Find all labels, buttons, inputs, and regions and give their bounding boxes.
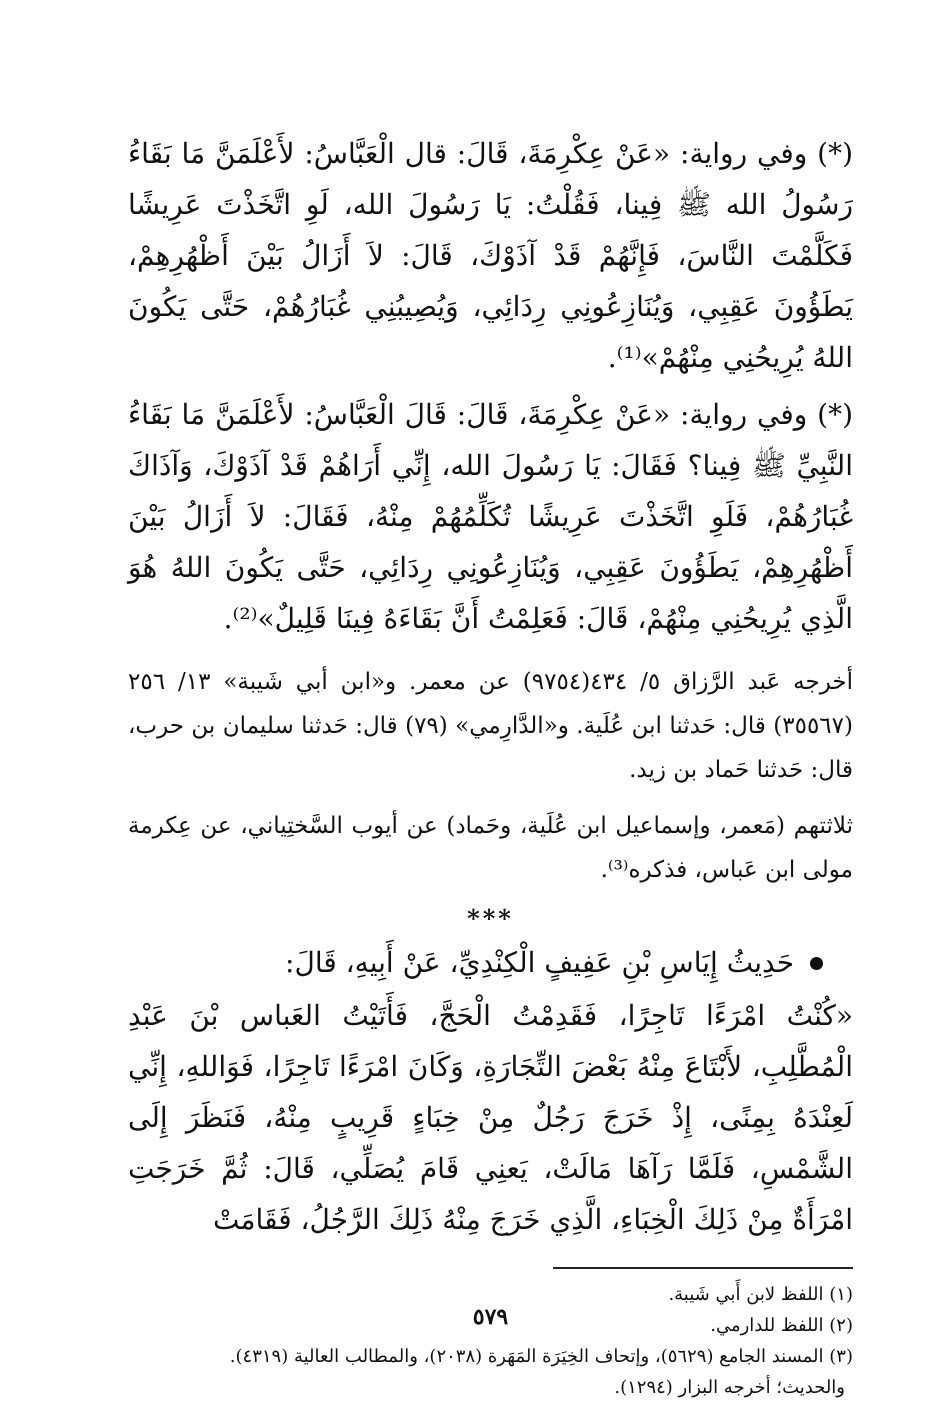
hadith-narration-2: (*) وفي رواية: «عَنْ عِكْرِمَةَ، قَالَ: قَالَ الْعَبَّاسُ: لأَعْلَمَنَّ مَا بَقَاءُ النَّبِيِّ ﷺ فِينا؟ فَقَالَ: يَا رَسُولَ الله، إِنِّي أَرَاهُمْ قَدْ آذَوْكَ، وَآذَاكَ غُبَارُهُمْ، فَلَوِ اتَّخَذْتَ عَرِيشًا تُكَلِّمُهُمْ مِنْهُ، فَقَالَ: لاَ أَزَالُ بَيْنَ أَظْهُرِهِمْ، يَطَؤُونَ عَقِبِي، وَيُنَازِعُونِي رِدَائِي، حَتَّى يَكُونَ اللهُ هُوَ الَّذِي يُرِيحُنِي مِنْهُمْ، قَالَ: فَعَلِمْتُ أَنَّ بَقَاءَهُ فِينَا قَلِيلٌ»⁽²⁾. [128,398,853,635]
hadith-text: «كُنْتُ امْرَءًا تَاجِرًا، فَقَدِمْتُ الْحَجَّ، فَأَتَيْتُ العَباس بْنَ عَبْدِ الْمُطَّلِبِ، لأَبْتَاعَ مِنْهُ بَعْضَ التِّجَارَةِ، وَكَانَ امْرَءًا تَاجِرًا، فَوَاللهِ، إِنِّي لَعِنْدَهُ بِمِنًى، إِذْ خَرَجَ رَجُلٌ مِنْ خِبَاءٍ قَرِيبٍ مِنْهُ، فَنَظَرَ إِلَى الشَّمْسِ، فَلَمَّا رَآهَا مَالَتْ، يَعنِي قَامَ يُصَلِّي، قَالَ: ثُمَّ خَرَجَتِ امْرَأَةٌ مِنْ ذَلِكَ الْخِبَاءِ، الَّذِي خَرَجَ مِنْهُ ذَلِكَ الرَّجُلُ، فَقَامَتْ [128,999,853,1236]
footnote-3-continued: والحديث؛ أخرجه البزار (١٢٩٤). [614,1377,845,1398]
footnote-2: (٢) اللفظ للدارمي. [710,1315,853,1336]
footnote-3: (٣) المسند الجامع (٥٦٢٩)، وإتحاف الخِيَرَة المَهَرة (٢٠٣٨)، والمطالب العالية (٤٣١٩). [229,1346,853,1367]
bullet-icon [810,957,823,970]
footnotes [128,1279,853,1403]
section-separator: *** [467,904,514,933]
footnote-1: (١) اللفظ لابن أَبي شَيبة. [668,1284,853,1305]
takhrij-paragraph-2: ثلاثتهم (مَعمر، وإسماعيل ابن عُلَية، وحَماد) عن أيوب السَّختِياني، عن عِكرمة مولى ابن عَباس، فذكره⁽³⁾. [128,813,853,883]
page-number: ٥٧٩ [472,1304,509,1330]
section-heading [128,940,823,986]
footnote-divider [553,1267,853,1269]
takhrij-paragraph-1: أخرجه عَبد الرَّزاق ٥/ ٤٣٤(٩٧٥٤) عن معمر. و«ابن أبي شَيبة» ١٣/ ٢٥٦ (٣٥٥٦٧) قال: حَدثنا ابن عُلَية. و«الدَّارِمي» (٧٩) قال: حَدثنا سليمان بن حرب، قال: حَدثنا حَماد بن زيد. [128,669,854,783]
hadith-narration-1: (*) وفي رواية: «عَنْ عِكْرِمَةَ، قَالَ: قال الْعَبَّاسُ: لأَعْلَمَنَّ مَا بَقَاءُ رَسُولُ الله ﷺ فِينا، فَقُلْتُ: يَا رَسُولَ الله، لَوِ اتَّخَذْتَ عَرِيشًا فَكَلَّمْتَ النَّاسَ، فَإِنَّهُمْ قَدْ آذَوْكَ، قَالَ: لاَ أَزَالُ بَيْنَ أَظْهُرِهِمْ، يَطَؤُونَ عَقِبِي، وَيُنَازِعُونِي رِدَائِي، وَيُصِيبُنِي غُبَارُهُمْ، حَتَّى يَكُونَ اللهُ يُرِيحُنِي مِنْهُمْ»⁽¹⁾. [128,137,853,374]
section-heading-text: حَدِيثُ إِيَاسِ بْنِ عَفِيفٍ الْكِنْدِيِّ، عَنْ أَبِيهِ، قَالَ: [285,946,794,979]
page-content [128,128,854,1398]
